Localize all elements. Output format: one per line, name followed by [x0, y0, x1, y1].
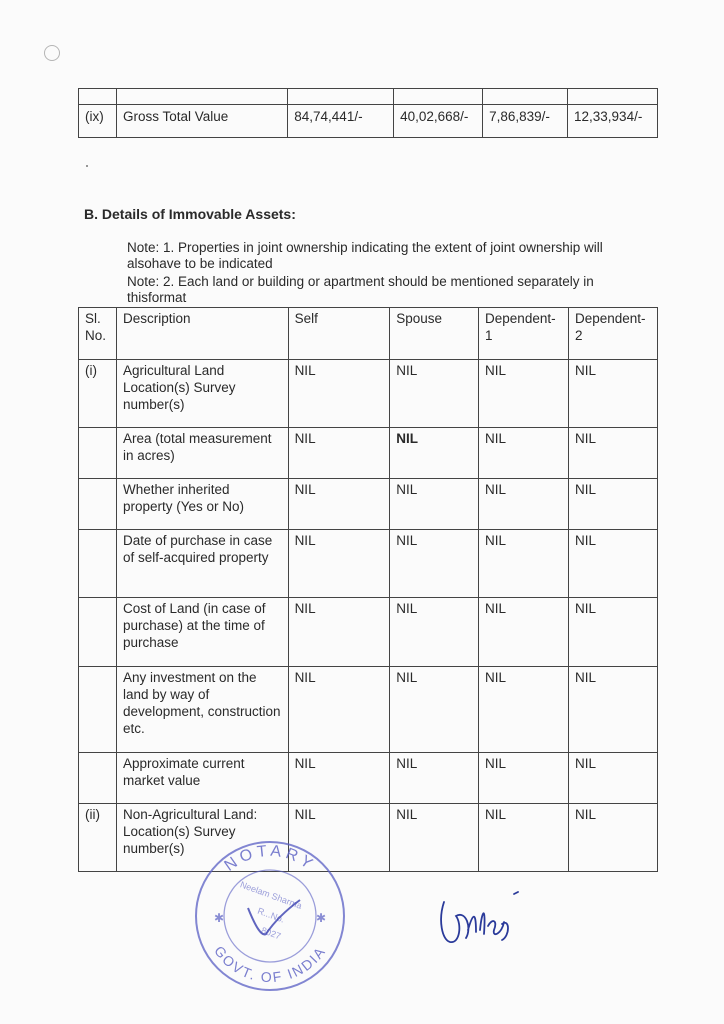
value-cell: NIL [479, 753, 569, 804]
table-row [79, 753, 658, 804]
stray-dot [86, 165, 88, 167]
stamp-star-left: ✱ [214, 911, 225, 925]
value-cell: NIL [288, 360, 390, 428]
empty-cell [79, 89, 117, 105]
value-cell: NIL [479, 667, 569, 753]
value-cell: NIL [479, 360, 569, 428]
value-cell: NIL [390, 360, 479, 428]
value-self-cell: 84,74,441/- [288, 105, 394, 138]
row-sl-cell [79, 479, 117, 530]
header-sl-no: Sl. No. [79, 308, 117, 360]
value-cell: NIL [390, 598, 479, 667]
header-dependent-1: Dependent-1 [479, 308, 569, 360]
row-sl-cell [79, 753, 117, 804]
value-cell: NIL [390, 753, 479, 804]
row-sl-cell: (ii) [79, 804, 117, 872]
header-description: Description [116, 308, 288, 360]
note-1-line-2: alsohave to be indicated [127, 256, 273, 271]
row-sl-cell [79, 428, 117, 479]
row-sl-cell [79, 598, 117, 667]
gross-total-row [79, 105, 658, 138]
signature [436, 880, 526, 952]
punch-hole-mark [44, 45, 60, 61]
empty-cell [394, 89, 483, 105]
empty-cell [483, 89, 568, 105]
row-sl-cell: (i) [79, 360, 117, 428]
value-cell: NIL [288, 479, 390, 530]
value-cell: NIL [390, 667, 479, 753]
value-cell: NIL [568, 667, 657, 753]
value-cell: NIL [288, 804, 390, 872]
value-cell: NIL [568, 360, 657, 428]
value-dependent1-cell: 7,86,839/- [483, 105, 568, 138]
value-cell: NIL [479, 428, 569, 479]
stamp-inner-line: R...No. [256, 905, 286, 925]
table-row [79, 360, 658, 428]
value-cell: NIL [288, 530, 390, 598]
value-cell: NIL [568, 479, 657, 530]
value-cell: NIL [479, 804, 569, 872]
gross-total-table [78, 88, 658, 138]
header-self: Self [288, 308, 390, 360]
row-sl-cell [79, 530, 117, 598]
note-2-line-1: Note: 2. Each land or building or apartment should be mentioned separately in [127, 274, 594, 289]
signature-stroke [441, 892, 518, 942]
value-cell: NIL [479, 479, 569, 530]
stamp-inner-line: 8027 [259, 925, 283, 942]
table-row [79, 598, 658, 667]
table-row [79, 804, 658, 872]
stamp-star-right: ✱ [316, 911, 327, 925]
row-desc-cell: Non-Agricultural Land: Location(s) Survey number(s) [116, 804, 288, 872]
row-desc-cell: Date of purchase in case of self-acquired property [116, 530, 288, 598]
row-desc-cell: Agricultural Land Location(s) Survey number(s) [116, 360, 288, 428]
header-dependent-2: Dependent-2 [568, 308, 657, 360]
value-dependent2-cell: 12,33,934/- [568, 105, 658, 138]
empty-row [79, 89, 658, 105]
value-cell: NIL [568, 804, 657, 872]
value-cell: NIL [288, 667, 390, 753]
empty-cell [568, 89, 658, 105]
value-spouse-cell: 40,02,668/- [394, 105, 483, 138]
value-cell: NIL [568, 530, 657, 598]
table-row [79, 667, 658, 753]
row-desc-cell: Cost of Land (in case of purchase) at the time of purchase [116, 598, 288, 667]
stamp-top-text: NOTARY [221, 842, 319, 875]
table-row [79, 530, 658, 598]
value-cell: NIL [390, 804, 479, 872]
section-heading: B. Details of Immovable Assets: [84, 206, 296, 222]
header-row [79, 308, 658, 360]
immovable-assets-table [78, 307, 658, 872]
table-row [79, 479, 658, 530]
value-cell: NIL [568, 598, 657, 667]
value-cell: NIL [288, 598, 390, 667]
table-row [79, 428, 658, 479]
svg-text:GOVT. OF INDIA [211, 943, 329, 985]
empty-cell [116, 89, 287, 105]
note-1-line-1: Note: 1. Properties in joint ownership indicating the extent of joint ownership will [127, 240, 603, 255]
empty-cell [288, 89, 394, 105]
header-spouse: Spouse [390, 308, 479, 360]
row-desc-cell: Whether inherited property (Yes or No) [116, 479, 288, 530]
value-cell: NIL [288, 428, 390, 479]
value-cell: NIL [288, 753, 390, 804]
row-desc-cell: Approximate current market value [116, 753, 288, 804]
stamp-bottom-text: GOVT. OF INDIA [211, 942, 329, 986]
row-sl-cell [79, 667, 117, 753]
row-desc-cell: Area (total measurement in acres) [116, 428, 288, 479]
value-cell: NIL [390, 530, 479, 598]
value-cell: NIL [479, 598, 569, 667]
value-cell: NIL [479, 530, 569, 598]
value-cell: NIL [568, 753, 657, 804]
stamp-inner-line: Neelam Sharma [238, 879, 304, 912]
row-desc-cell: Any investment on the land by way of development, construction etc. [116, 667, 288, 753]
value-cell: NIL [390, 479, 479, 530]
value-cell: NIL [568, 428, 657, 479]
row-desc-cell: Gross Total Value [116, 105, 287, 138]
row-sl-cell: (ix) [79, 105, 117, 138]
notary-stamp [192, 838, 348, 994]
value-cell: NIL [390, 428, 479, 479]
note-2-line-2: thisformat [127, 290, 187, 305]
